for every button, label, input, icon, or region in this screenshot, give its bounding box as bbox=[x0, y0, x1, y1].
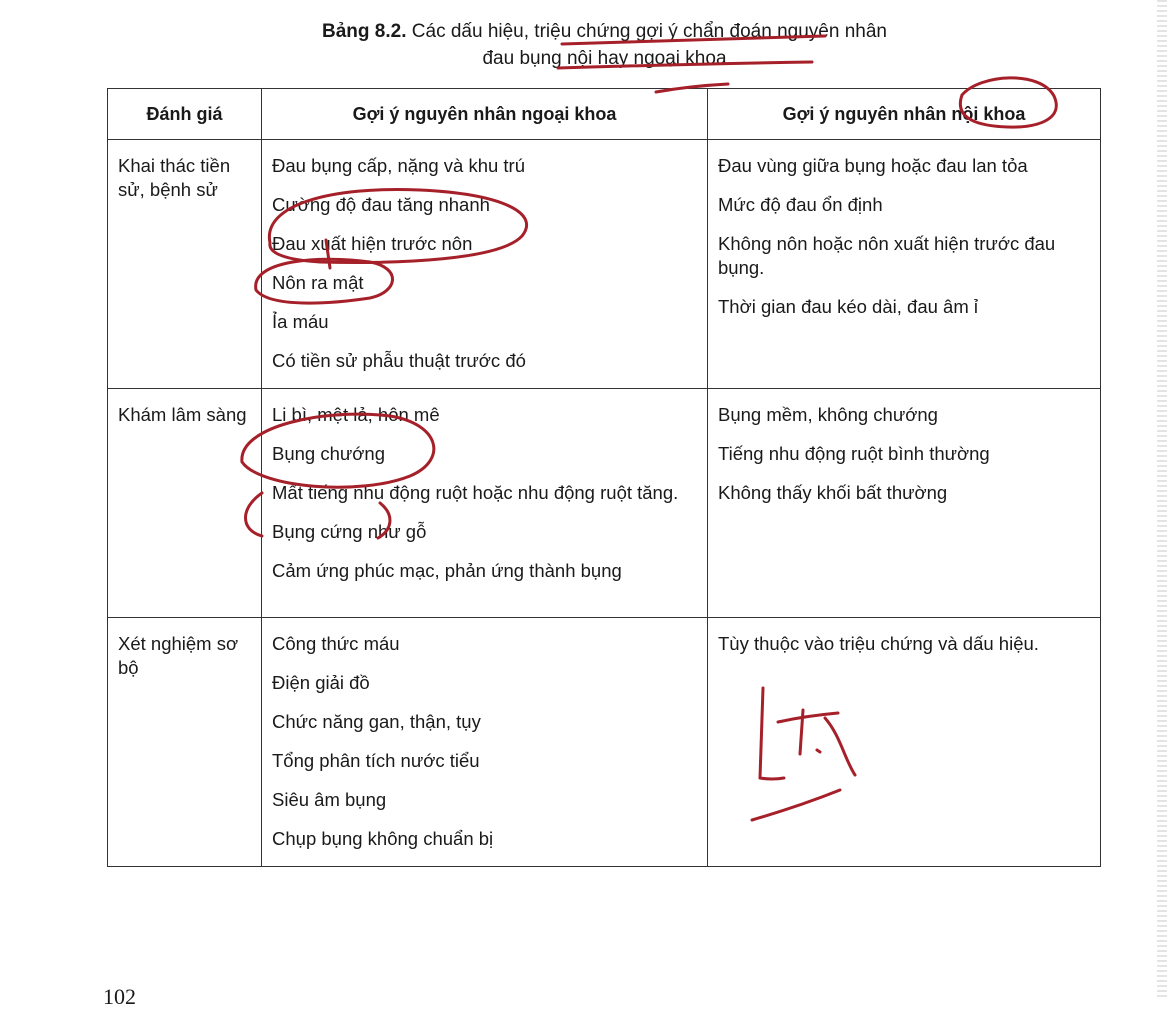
assessment-cell: Xét nghiệm sơ bộ bbox=[108, 618, 262, 867]
list-item: Cảm ứng phúc mạc, phản ứng thành bụng bbox=[272, 560, 622, 581]
table-row-tests bbox=[108, 618, 1101, 867]
table-caption bbox=[0, 18, 1167, 72]
page-number: 102 bbox=[103, 984, 136, 1009]
diagnosis-table bbox=[107, 88, 1101, 867]
list-item: Có tiền sử phẫu thuật trước đó bbox=[272, 350, 526, 371]
surgical-cell bbox=[262, 618, 708, 867]
list-item: Đau vùng giữa bụng hoặc đau lan tỏa bbox=[718, 155, 1028, 176]
list-item: Bụng mềm, không chướng bbox=[718, 404, 938, 425]
list-item: Li bì, mệt lả, hôn mê bbox=[272, 404, 440, 425]
list-item: Mức độ đau ổn định bbox=[718, 194, 883, 215]
table-row-history bbox=[108, 140, 1101, 389]
list-item: Đau bụng cấp, nặng và khu trú bbox=[272, 155, 526, 176]
assessment-cell: Khám lâm sàng bbox=[108, 389, 262, 618]
table-row-examination bbox=[108, 389, 1101, 618]
list-item: Bụng cứng như gỗ bbox=[272, 521, 427, 542]
medical-cell bbox=[708, 140, 1101, 389]
list-item: Tiếng nhu động ruột bình thường bbox=[718, 443, 990, 464]
table-header-row bbox=[108, 89, 1101, 140]
medical-cell bbox=[708, 389, 1101, 618]
list-item: Tùy thuộc vào triệu chứng và dấu hiệu. bbox=[718, 633, 1039, 654]
header-surgical: Gợi ý nguyên nhân ngoại khoa bbox=[262, 89, 708, 140]
caption-line-1: Các dấu hiệu, triệu chứng gợi ý chẩn đoán nguyên nhân bbox=[411, 21, 887, 42]
list-item: Ỉa máu bbox=[272, 311, 329, 332]
header-medical: Gợi ý nguyên nhân nội khoa bbox=[708, 89, 1101, 140]
list-item: Điện giải đồ bbox=[272, 672, 370, 693]
list-item: Không thấy khối bất thường bbox=[718, 482, 948, 503]
assessment-cell: Khai thác tiền sử, bệnh sử bbox=[108, 140, 262, 389]
caption-label: Bảng 8.2. bbox=[322, 21, 407, 42]
list-item: Không nôn hoặc nôn xuất hiện trước đau bụng. bbox=[718, 233, 1056, 278]
list-item: Siêu âm bụng bbox=[272, 789, 387, 810]
list-item: Bụng chướng bbox=[272, 443, 385, 464]
medical-cell bbox=[708, 618, 1101, 867]
list-item: Công thức máu bbox=[272, 633, 400, 654]
list-item: Mất tiếng nhu động ruột hoặc nhu động ruột tăng. bbox=[272, 482, 679, 503]
header-assessment: Đánh giá bbox=[108, 89, 262, 140]
list-item: Chụp bụng không chuẩn bị bbox=[272, 828, 494, 849]
list-item: Chức năng gan, thận, tụy bbox=[272, 711, 481, 732]
scan-edge bbox=[1157, 0, 1167, 1000]
surgical-cell bbox=[262, 389, 708, 618]
caption-line-2: đau bụng nội hay ngoại khoa bbox=[482, 48, 727, 69]
list-item: Thời gian đau kéo dài, đau âm ỉ bbox=[718, 296, 978, 317]
list-item: Cường độ đau tăng nhanh bbox=[272, 194, 490, 215]
list-item: Đau xuất hiện trước nôn bbox=[272, 233, 473, 254]
list-item: Nôn ra mật bbox=[272, 272, 364, 293]
surgical-cell bbox=[262, 140, 708, 389]
list-item: Tổng phân tích nước tiểu bbox=[272, 750, 480, 771]
